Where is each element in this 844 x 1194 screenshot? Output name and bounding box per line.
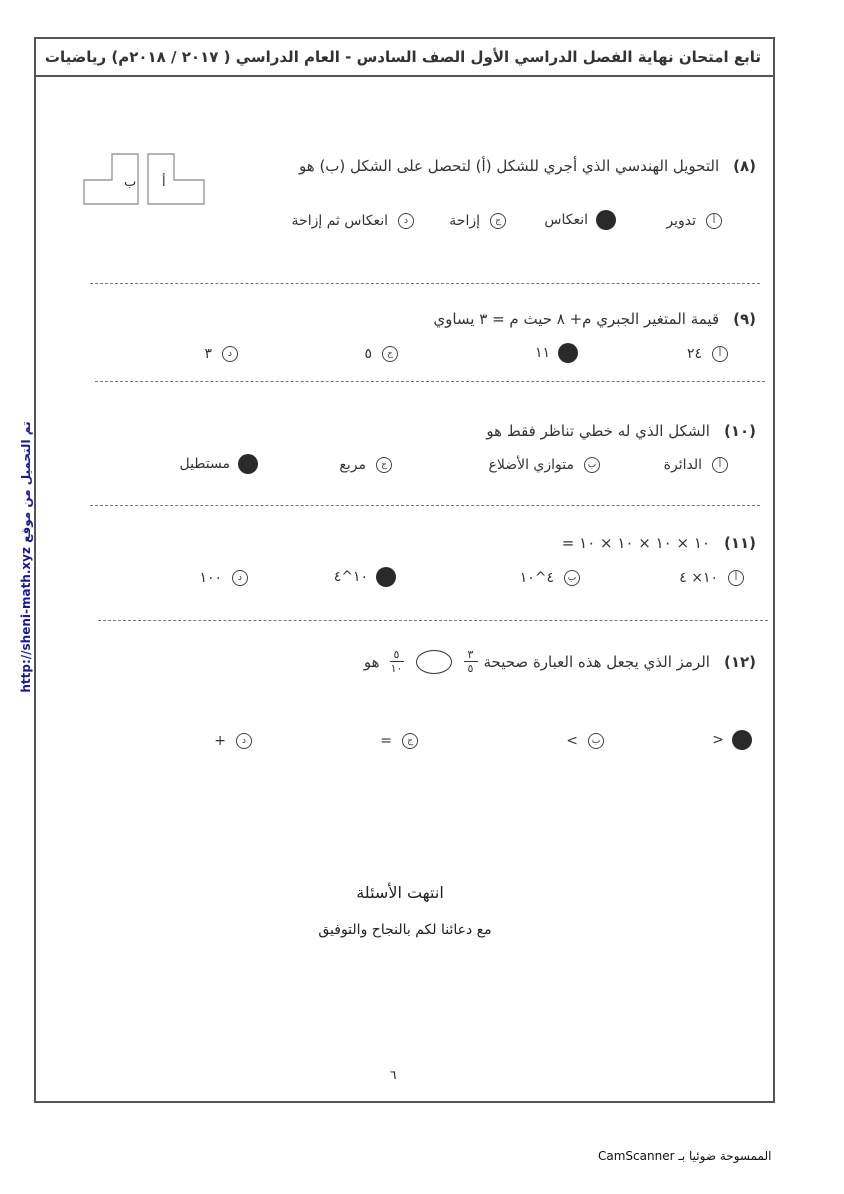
fraction-left: $\frac{٣}{٥}$ <box>464 648 478 675</box>
q9-text: (٩)قيمة المتغير الجبري م+ ٨ حيث م = ٣ يساوي <box>433 310 756 328</box>
q10-text: (١٠)الشكل الذي له خطي تناظر فقط هو <box>486 422 756 440</box>
q9-option-d[interactable]: د ٣ <box>204 346 238 362</box>
q10-option-a[interactable]: أ الدائرة <box>664 457 728 473</box>
q10-option-c[interactable]: ج مربع <box>339 457 392 473</box>
camscanner-footer: الممسوحة ضوئيا بـ CamScanner <box>598 1149 772 1163</box>
q12-option-d[interactable]: د + <box>214 733 252 749</box>
end-subtitle: مع دعائنا لكم بالنجاح والتوفيق <box>318 922 492 938</box>
end-title: انتهت الأسئلة <box>356 883 444 902</box>
q12-text: (١٢) الرمز الذي يجعل هذه العبارة صحيحة $\frac{٣}{٥}$ $\frac{٥}{١٠}$ هو <box>363 648 756 675</box>
divider <box>90 283 760 284</box>
divider <box>95 381 765 382</box>
divider <box>98 620 768 621</box>
page-number: ٦ <box>390 1068 397 1082</box>
divider <box>90 505 760 506</box>
q11-option-b[interactable]: ب ٤^١٠ <box>520 570 580 586</box>
q12-option-b[interactable]: ب > <box>566 733 604 749</box>
q8-option-c[interactable]: ج إزاحة <box>449 213 506 229</box>
q9-option-b[interactable]: ١١ <box>535 343 578 363</box>
q11-option-d[interactable]: د ١٠٠ <box>199 570 248 586</box>
q8-option-a[interactable]: أ تدوير <box>666 213 722 229</box>
q10-option-d[interactable]: مستطيل <box>179 454 258 474</box>
transformation-figure <box>82 142 212 208</box>
q8-option-b[interactable]: انعكاس <box>544 210 616 230</box>
q9-option-a[interactable]: أ ٢٤ <box>687 346 728 362</box>
exam-header: تابع امتحان نهاية الفصل الدراسي الأول الصف السادس - العام الدراسي ( ٢٠١٧ / ٢٠١٨م) رياضيات <box>34 37 775 77</box>
figure-label-a: أ <box>162 175 166 190</box>
q11-option-c[interactable]: ١٠^٤ <box>334 567 396 587</box>
q12-option-c[interactable]: ج = <box>380 733 418 749</box>
q8-option-d[interactable]: د انعكاس ثم إزاحة <box>292 213 414 229</box>
q9-option-c[interactable]: ج ٥ <box>364 346 398 362</box>
side-watermark: http://sheni-math.xyz تم التحميل من موقع <box>19 421 33 693</box>
q8-text: (٨)التحويل الهندسي الذي أجري للشكل (أ) لتحصل على الشكل (ب) هو <box>299 157 756 175</box>
figure-label-b: ب <box>124 175 137 190</box>
q12-option-a[interactable]: < <box>712 730 752 750</box>
q10-option-b[interactable]: ب متوازي الأضلاع <box>489 457 600 473</box>
q11-option-a[interactable]: أ ١٠× ٤ <box>679 570 744 586</box>
fraction-right: $\frac{٥}{١٠}$ <box>390 648 403 675</box>
q11-text: (١١)١٠ × ١٠ × ١٠ × ١٠ = <box>561 534 756 552</box>
answer-oval[interactable] <box>416 650 452 674</box>
